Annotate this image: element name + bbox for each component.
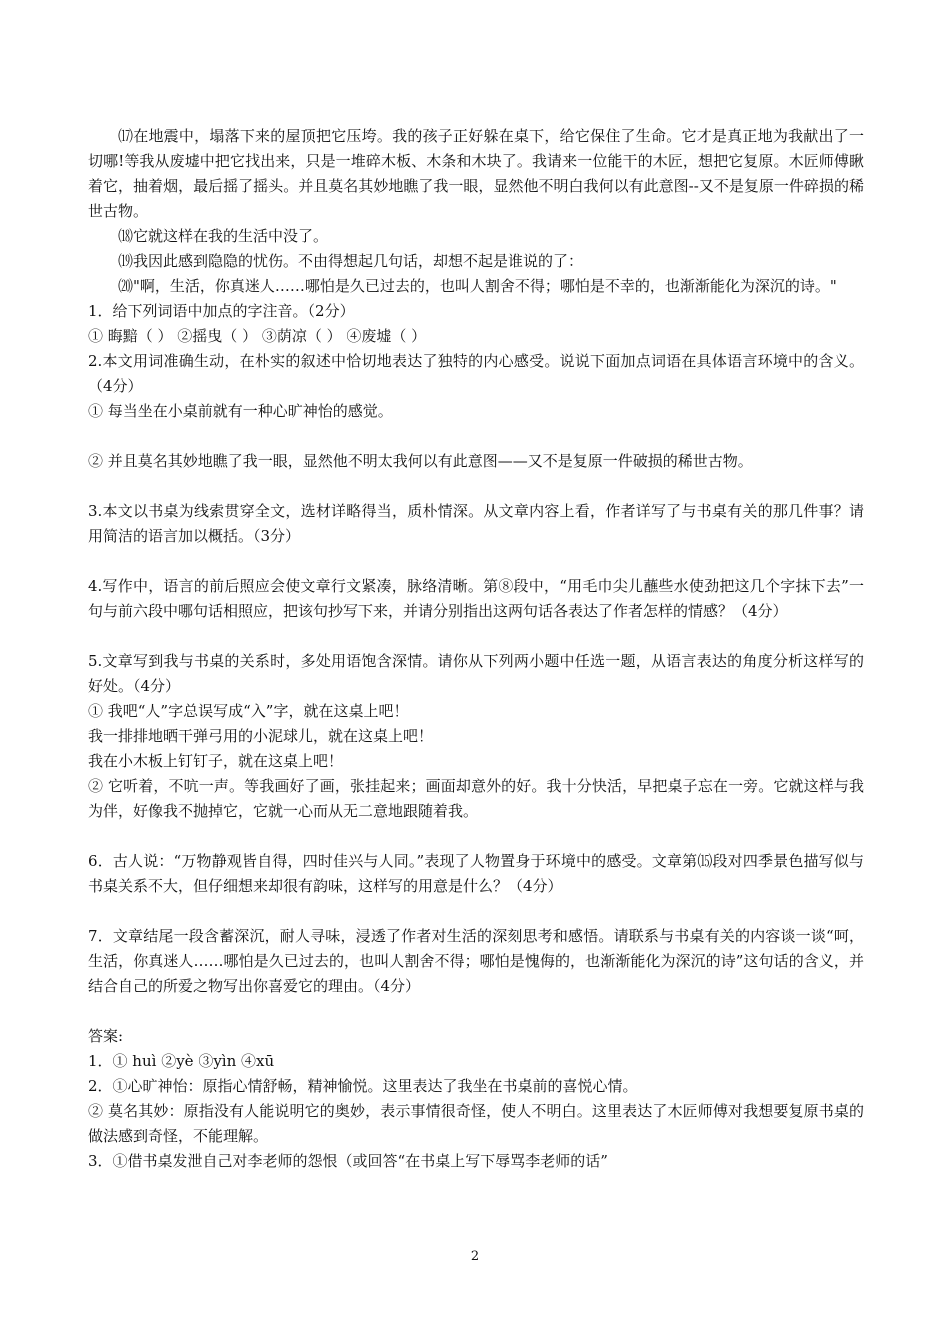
spacer xyxy=(88,999,864,1024)
question-2-title: 2.本文用词准确生动，在朴实的叙述中恰切地表达了独特的内心感受。说说下面加点词语在具体语言环境中的含义。（4分） xyxy=(88,352,864,395)
question-2-item-b: ② 并且莫名其妙地瞧了我一眼，显然他不明太我何以有此意图——又不是复原一件破损的稀世古物。 xyxy=(88,452,753,470)
answers-heading: 答案: xyxy=(88,1027,124,1045)
spacer xyxy=(88,824,864,849)
question-4: 4.写作中，语言的前后照应会使文章行文紧凑，脉络清晰。第⑧段中，“用毛巾尖儿蘸些水使劲把这几个字抹下去”一句与前六段中哪句话相照应，把该句抄写下来，并请分别指出这两句话各表达了作者怎样的情感？（4分） xyxy=(88,577,864,620)
question-5-title: 5.文章写到我与书桌的关系时，多处用语饱含深情。请你从下列两小题中任选一题，从语言表达的角度分析这样写的好处。（4分） xyxy=(88,652,864,695)
answer-3: 3．①借书桌发泄自己对李老师的怨恨（或回答“在书桌上写下辱骂李老师的话” xyxy=(88,1152,608,1170)
passage-paragraph-20: ⒇"啊，生活，你真迷人……哪怕是久已过去的，也叫人割舍不得；哪怕是不幸的，也渐渐能化为深沉的诗。" xyxy=(118,277,837,295)
question-5-item-a-line-1: ① 我吧“人”字总误写成“入”字，就在这桌上吧！ xyxy=(88,702,409,720)
passage-paragraph-17: ⒄在地震中，塌落下来的屋顶把它压垮。我的孩子正好躲在桌下，给它保住了生命。它才是真正地为我献出了一切哪!等我从废墟中把它找出来，只是一堆碎木板、木条和木块了。我请来一位能干的木匠，想把它复原。木匠师傅瞅着它，抽着烟，最后摇了摇头。并且莫名其妙地瞧了我一眼，显然他不明白我何以有此意图--又不是复原一件碎损的稀世古物。 xyxy=(88,127,864,220)
spacer xyxy=(88,549,864,574)
page-number: 2 xyxy=(470,1249,480,1264)
answer-2-a: 2．①心旷神怡：原指心情舒畅，精神愉悦。这里表达了我坐在书桌前的喜悦心情。 xyxy=(88,1077,638,1095)
question-5-item-a-line-2: 我一排排地晒干弹弓用的小泥球儿，就在这桌上吧！ xyxy=(88,727,434,745)
question-5-item-b: ② 它听着，不吭一声。等我画好了画，张挂起来；画面却意外的好。我十分快活，早把桌子忘在一旁。它就这样与我为伴，好像我不抛掉它，它就一心而从无二意地跟随着我。 xyxy=(88,777,864,820)
question-5-item-a-line-3: 我在小木板上钉钉子，就在这桌上吧！ xyxy=(88,752,344,770)
question-3: 3.本文以书桌为线索贯穿全文，选材详略得当，质朴情深。从文章内容上看，作者详写了与书桌有关的那几件事？请用简洁的语言加以概括。（3分） xyxy=(88,502,864,545)
question-1-items: ① 晦黯（ ） ②摇曳（ ） ③荫凉（ ） ④废墟（ ） xyxy=(88,327,427,345)
passage-paragraph-19: ⒆我因此感到隐隐的忧伤。不由得想起几句话，却想不起是谁说的了： xyxy=(118,252,584,270)
question-6: 6．古人说：“万物静观皆自得，四时佳兴与人同。”表现了人物置身于环境中的感受。文章第⒂段对四季景色描写似与书桌关系不大，但仔细想来却很有韵味，这样写的用意是什么？（4分） xyxy=(88,852,864,895)
spacer xyxy=(88,624,864,649)
question-7: 7．文章结尾一段含蓄深沉，耐人寻味，浸透了作者对生活的深刻思考和感悟。请联系与书桌有关的内容谈一谈“呵，生活，你真迷人……哪怕是久已过去的，也叫人割舍不得；哪怕是愧侮的，也渐渐能化为深沉的诗”这句话的含义，并结合自己的所爱之物写出你喜爱它的理由。（4分） xyxy=(88,927,864,995)
spacer xyxy=(88,899,864,924)
question-2-item-a: ① 每当坐在小桌前就有一种心旷神怡的感觉。 xyxy=(88,402,393,420)
answer-1: 1．① huì ②yè ③yìn ④xū xyxy=(88,1052,275,1070)
passage-paragraph-18: ⒅它就这样在我的生活中没了。 xyxy=(118,227,329,245)
question-1-title: 1．给下列词语中加点的字注音。（2分） xyxy=(88,302,355,320)
answer-2-b: ② 莫名其妙：原指没有人能说明它的奥妙，表示事情很奇怪，使人不明白。这里表达了木匠师傅对我想要复原书桌的做法感到奇怪，不能理解。 xyxy=(88,1102,864,1145)
spacer xyxy=(88,424,864,449)
document-page xyxy=(88,124,864,1174)
spacer xyxy=(88,474,864,499)
